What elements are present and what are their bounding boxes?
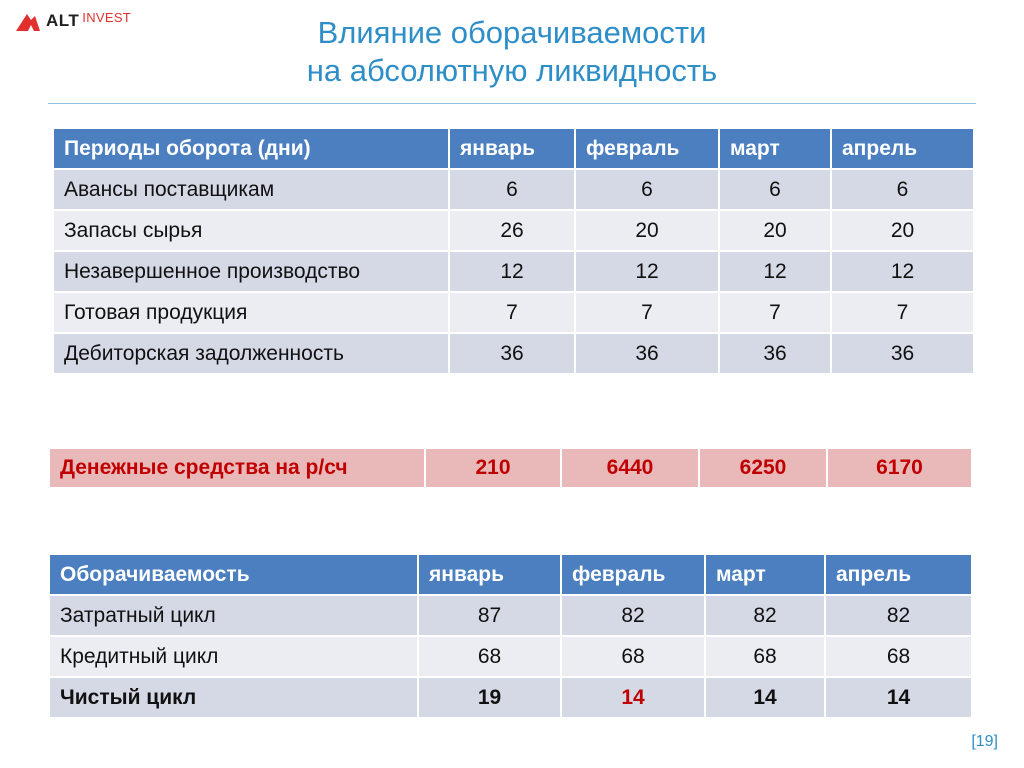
table-row — [53, 251, 974, 292]
table-cell: 68 — [825, 636, 972, 677]
column-header: Периоды оборота (дни) — [53, 128, 449, 169]
table-cell: 7 — [719, 292, 831, 333]
table-row — [53, 210, 974, 251]
column-header: март — [719, 128, 831, 169]
page-title-line-1: Влияние оборачиваемости — [317, 15, 707, 50]
column-header: январь — [449, 128, 575, 169]
table-cell: 6170 — [827, 448, 972, 488]
page-number: [19] — [971, 733, 998, 750]
table-row — [49, 677, 972, 718]
row-label: Запасы сырья — [53, 210, 449, 251]
table-cell: 6 — [575, 169, 719, 210]
row-label: Дебиторская задолженность — [53, 333, 449, 374]
page-title-line-2: на абсолютную ликвидность — [306, 53, 718, 88]
column-header: февраль — [575, 128, 719, 169]
table-cell: 20 — [831, 210, 974, 251]
table-cell: 82 — [825, 595, 972, 636]
table-cell: 68 — [418, 636, 561, 677]
logo-invest-text: INVEST — [82, 9, 132, 25]
table-row — [49, 448, 972, 488]
table-cell: 14 — [705, 677, 825, 718]
table-header-row — [53, 128, 974, 169]
table-cell: 20 — [719, 210, 831, 251]
table-cell: 14 — [825, 677, 972, 718]
row-label: Денежные средства на р/сч — [49, 448, 425, 488]
title-divider — [48, 103, 976, 104]
table-row — [53, 333, 974, 374]
table-cell: 6 — [831, 169, 974, 210]
row-label: Кредитный цикл — [49, 636, 418, 677]
table-row — [53, 292, 974, 333]
table-row — [49, 636, 972, 677]
table-cell: 36 — [719, 333, 831, 374]
column-header: март — [705, 554, 825, 595]
table-cell: 12 — [575, 251, 719, 292]
column-header: февраль — [561, 554, 705, 595]
page-title — [0, 14, 1024, 90]
table-cell: 68 — [705, 636, 825, 677]
table-row — [49, 595, 972, 636]
table-cell: 20 — [575, 210, 719, 251]
table-cell: 36 — [831, 333, 974, 374]
table-cell: 36 — [575, 333, 719, 374]
turnover-periods-table — [52, 127, 975, 375]
table-cell: 210 — [425, 448, 561, 488]
logo-alt-text: ALT — [46, 11, 80, 30]
table-cell: 12 — [449, 251, 575, 292]
row-label: Готовая продукция — [53, 292, 449, 333]
table-cell: 6 — [719, 169, 831, 210]
column-header: январь — [418, 554, 561, 595]
table-cell: 6250 — [699, 448, 827, 488]
table-cell: 19 — [418, 677, 561, 718]
table-cell: 68 — [561, 636, 705, 677]
table-cell: 12 — [719, 251, 831, 292]
table-cell: 82 — [561, 595, 705, 636]
row-label: Незавершенное производство — [53, 251, 449, 292]
column-header: апрель — [831, 128, 974, 169]
column-header: апрель — [825, 554, 972, 595]
table-cell: 36 — [449, 333, 575, 374]
turnover-cycles-table — [48, 553, 973, 719]
row-label: Авансы поставщикам — [53, 169, 449, 210]
table-cell: 26 — [449, 210, 575, 251]
column-header: Оборачиваемость — [49, 554, 418, 595]
row-label: Затратный цикл — [49, 595, 418, 636]
table-cell-highlight: 14 — [561, 677, 705, 718]
table-cell: 7 — [449, 292, 575, 333]
table-cell: 87 — [418, 595, 561, 636]
cash-balance-table — [48, 447, 973, 489]
table-cell: 12 — [831, 251, 974, 292]
table-cell: 6440 — [561, 448, 699, 488]
table-cell: 7 — [831, 292, 974, 333]
table-cell: 6 — [449, 169, 575, 210]
row-label: Чистый цикл — [49, 677, 418, 718]
table-cell: 82 — [705, 595, 825, 636]
table-header-row — [49, 554, 972, 595]
table-cell: 7 — [575, 292, 719, 333]
table-row — [53, 169, 974, 210]
